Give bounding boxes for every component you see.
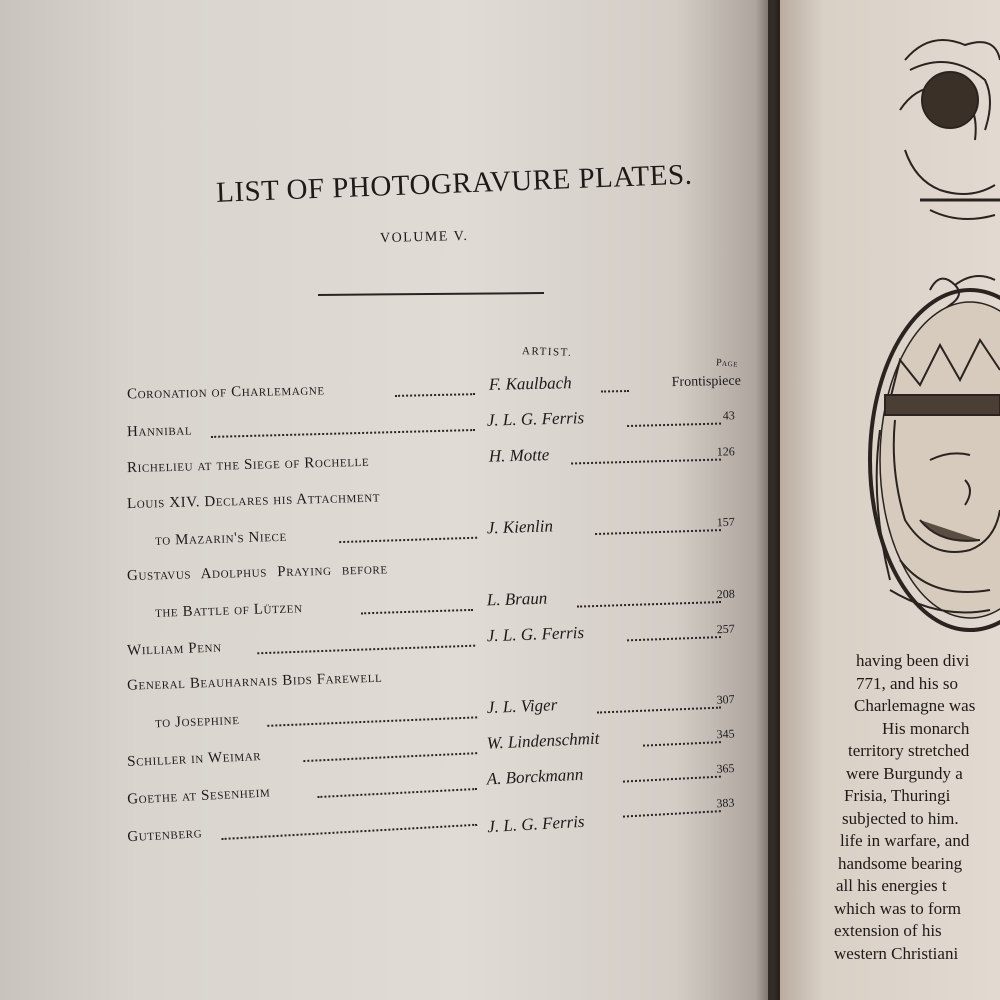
leader-dots <box>601 378 629 393</box>
plate-title: the Battle of Lützen <box>154 600 303 621</box>
plate-page: Frontispiece <box>671 373 742 391</box>
plate-artist: F. Kaulbach <box>488 373 572 394</box>
plate-title: Schiller in Weimar <box>126 747 262 771</box>
text-line: extension of his <box>834 921 942 940</box>
plates-list <box>126 372 747 846</box>
volume-subtitle: VOLUME V. <box>379 228 469 247</box>
leader-dots <box>627 624 721 641</box>
page-column-header: Page <box>715 357 739 370</box>
text-line: 771, and his so <box>856 673 958 693</box>
plate-page: 383 <box>716 795 735 811</box>
artist-column-header: ARTIST. <box>521 345 573 359</box>
plate-artist: J. L. G. Ferris <box>486 622 585 646</box>
text-line: western Christiani <box>834 943 959 963</box>
leader-dots <box>211 417 475 438</box>
leader-dots <box>577 589 721 608</box>
leader-dots <box>339 525 477 543</box>
plate-title: William Penn <box>126 639 222 659</box>
plate-page: 257 <box>716 621 735 637</box>
text-line: Frisia, Thuringi <box>844 786 951 805</box>
leader-dots <box>627 411 721 427</box>
plate-artist: J. L. G. Ferris <box>486 811 586 837</box>
ornament-headpiece <box>900 40 1000 219</box>
text-line: territory stretched <box>848 741 970 760</box>
text-line: handsome bearing <box>838 853 963 873</box>
leader-dots <box>221 812 477 840</box>
plate-title: Richelieu at the Siege of Rochelle <box>126 453 370 477</box>
plate-page: 208 <box>716 586 735 602</box>
plate-title: to Josephine <box>154 711 240 732</box>
leader-dots <box>267 704 477 726</box>
text-line: all his energies t <box>836 876 947 895</box>
plate-page: 43 <box>722 408 736 423</box>
plate-title: Louis XIV. Declares his Attachment <box>126 489 381 513</box>
plate-artist: J. Kienlin <box>486 516 554 538</box>
leader-dots <box>622 764 721 783</box>
plate-artist: H. Motte <box>488 445 550 466</box>
leader-dots <box>361 597 473 615</box>
plate-artist: L. Braun <box>486 588 548 610</box>
plate-artist: J. L. G. Ferris <box>486 408 585 430</box>
text-line: having been divi <box>856 651 970 670</box>
text-line: Charlemagne was <box>854 696 976 715</box>
plate-artist: J. L. Viger <box>486 695 558 717</box>
text-line: life in warfare, and <box>840 831 970 850</box>
leader-dots <box>622 798 721 817</box>
plate-title: Coronation of Charlemagne <box>126 382 325 403</box>
plate-page: 307 <box>716 692 735 707</box>
plate-title: Gustavus Adolphus Praying before <box>126 561 388 585</box>
text-line: His monarch <box>882 718 970 738</box>
charlemagne-portrait-illustration <box>780 0 1000 640</box>
leader-dots <box>395 381 475 397</box>
plate-artist: W. Lindenschmit <box>486 728 600 753</box>
leader-dots <box>257 633 475 655</box>
plate-page: 157 <box>716 514 735 530</box>
plate-title: Goethe at Sesenheim <box>126 784 271 808</box>
text-line: which was to form <box>834 898 962 918</box>
plate-artist: A. Borckmann <box>486 764 584 789</box>
page-title: LIST OF PHOTOGRAVURE PLATES. <box>215 158 693 209</box>
plate-title: Hannibal <box>126 422 193 441</box>
leader-dots <box>571 447 721 465</box>
plate-title: General Beauharnais Bids Farewell <box>126 669 383 694</box>
body-text <box>830 650 1000 965</box>
plate-title: to Mazarin's Niece <box>154 528 288 549</box>
text-line: were Burgundy a <box>846 763 963 783</box>
leader-dots <box>317 776 478 798</box>
right-page <box>780 0 1000 1000</box>
plate-title: Gutenberg <box>126 825 203 846</box>
plate-page: 365 <box>716 760 735 776</box>
plate-page: 345 <box>716 726 735 742</box>
title-rule <box>318 292 544 296</box>
leader-dots <box>642 729 721 747</box>
text-line: subjected to him. <box>842 808 959 828</box>
plate-page: 126 <box>716 444 736 459</box>
leader-dots <box>303 740 477 762</box>
leader-dots <box>595 517 721 535</box>
leader-dots <box>597 695 721 714</box>
